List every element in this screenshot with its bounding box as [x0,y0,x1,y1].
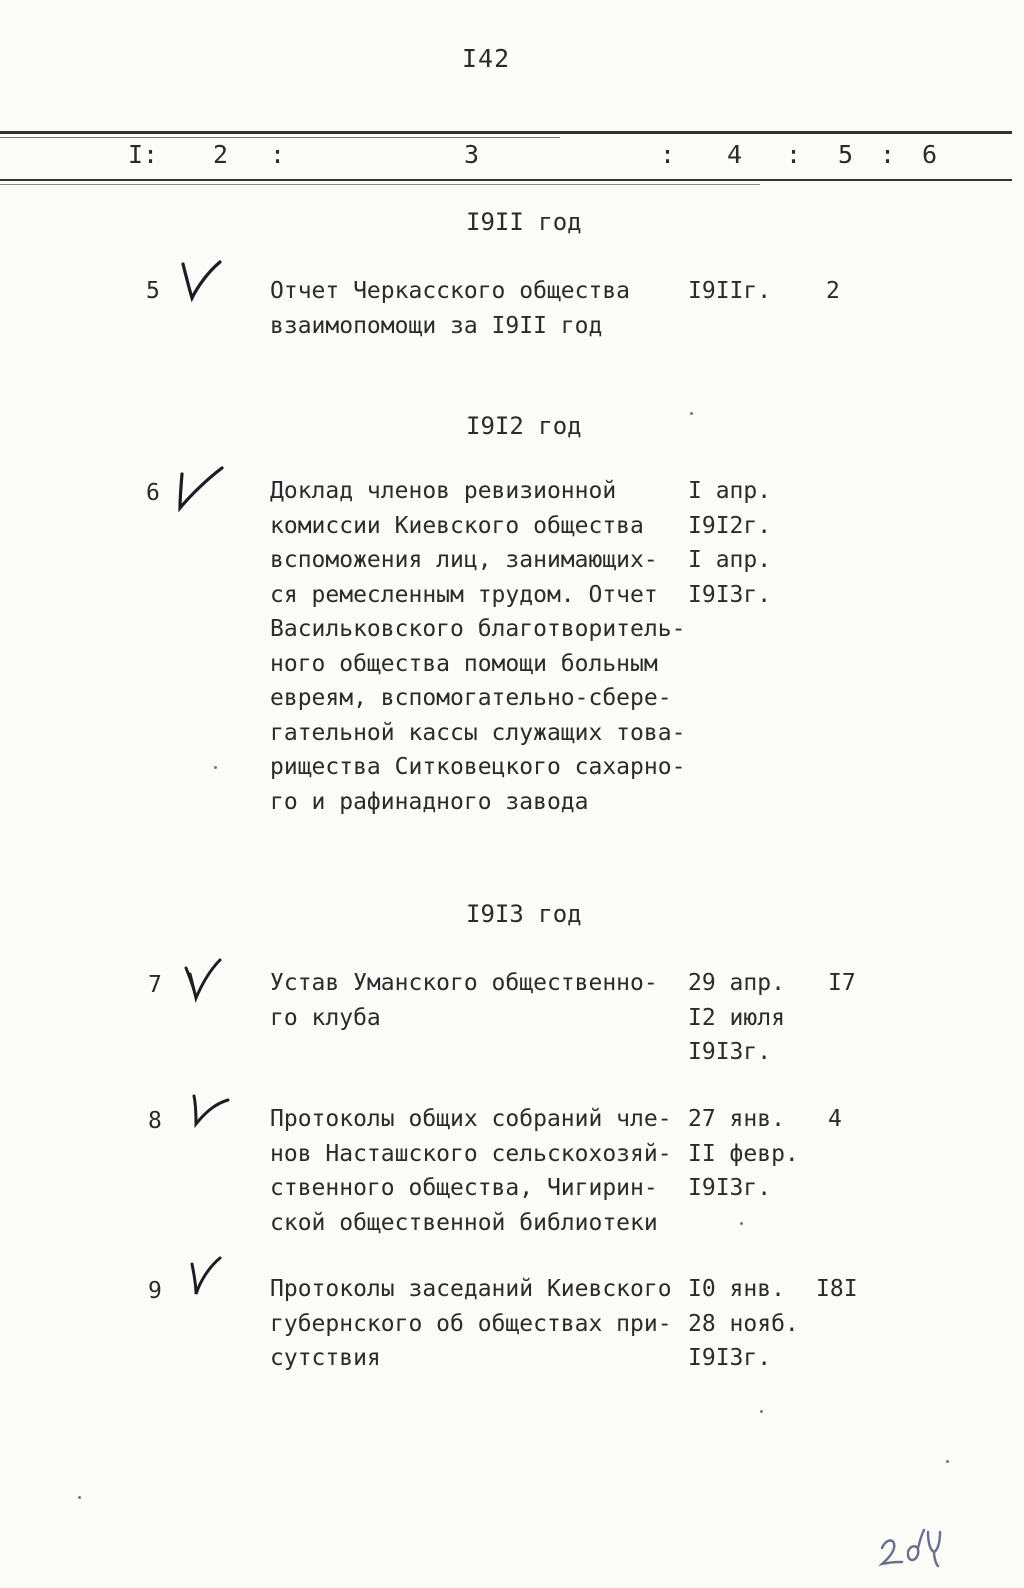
column-separator: : [270,140,286,169]
description-line: Отчет Черкасского общества [270,278,631,304]
date-line: I2 июля [688,1004,785,1031]
description-line: Протоколы заседаний Киевского [270,1276,672,1302]
column-header-3: 3 [464,140,480,169]
date-line: I9I3г. [688,581,772,608]
sheet-count: 2 [826,278,840,304]
entry-number: 7 [148,972,162,998]
date-line: II февр. [688,1140,799,1167]
description-line: рищества Ситковецкого сахарно- [270,754,686,780]
date-line: I0 янв. [688,1276,785,1302]
entry-number: 5 [146,278,160,304]
scan-speck [78,1496,81,1499]
description-line: губернского об обществах при- [270,1310,672,1337]
year-heading: I9II год [466,208,582,236]
sheet-count: I7 [828,970,856,996]
column-header-4: 4 [727,140,743,169]
description-line: Доклад членов ревизионной [270,478,617,504]
check-mark-icon [184,1090,234,1130]
entry-number: 9 [148,1278,162,1304]
description-line: Устав Уманского общественно- [270,970,658,996]
sheet-count: 4 [828,1106,842,1132]
date-line: 28 нояб. [688,1310,799,1337]
description-line: Васильковского благотворитель- [270,616,686,642]
description-line: ственного общества, Чигирин- [270,1175,658,1201]
page-number: I42 [462,44,511,73]
year-heading: I9I2 год [466,412,582,440]
sheet-count: I8I [816,1276,858,1302]
check-mark-icon [184,1254,228,1300]
description-line: ской общественной библиотеки [270,1209,658,1236]
scan-speck [214,766,217,769]
date-line: I9I3г. [688,1345,772,1371]
date-line: I9IIг. [688,278,772,304]
entry-dates [688,1102,799,1206]
date-line: I апр. [688,478,772,504]
description-line: евреям, вспомогательно-сбере- [270,685,672,711]
date-line: 27 янв. [688,1106,785,1132]
entry-number: 8 [148,1108,162,1134]
scan-speck [760,1410,763,1413]
check-mark-icon [178,954,228,1004]
description-line: го клуба [270,1004,381,1031]
date-line: I9I2г. [688,512,772,539]
scan-speck [740,1222,743,1225]
entry-number: 6 [146,480,160,506]
column-separator: : [880,140,896,169]
header-top-rule [0,131,1012,134]
description-line: го и рафинадного завода [270,788,589,815]
entry-dates [688,966,785,1070]
description-line: ся ремесленным трудом. Отчет [270,581,658,608]
description-line: ного общества помощи больным [270,650,658,677]
date-line: I9I3г. [688,1039,772,1065]
column-separator: : [660,140,676,169]
entry-dates [688,474,771,612]
description-line: Протоколы общих собраний чле- [270,1106,672,1132]
entry-description [270,274,630,343]
header-bottom-rule-thin [0,184,760,185]
header-top-rule-thin [0,137,560,138]
column-header-5: 5 [838,140,854,169]
description-line: комиссии Киевского общества [270,512,644,539]
header-bottom-rule [0,179,1012,181]
handwritten-folio-mark [878,1518,948,1570]
date-line: 29 апр. [688,970,785,996]
check-mark-icon [172,462,228,514]
entry-description [270,966,658,1035]
year-heading: I9I3 год [466,900,582,928]
entry-description [270,1272,672,1376]
date-line: I апр. [688,547,772,573]
description-line: взаимопомощи за I9II год [270,312,603,339]
entry-dates [688,1272,799,1376]
column-header-2: 2 [213,140,229,169]
description-line: сутствия [270,1345,381,1371]
scan-speck [946,1460,949,1463]
column-separator: : [786,140,802,169]
entry-description [270,1102,672,1240]
entry-dates [688,274,771,309]
description-line: вспоможения лиц, занимающих- [270,547,658,573]
scan-speck [690,412,693,415]
description-line: нов Насташского сельскохозяй- [270,1140,672,1167]
description-line: гательной кассы служащих това- [270,719,686,746]
entry-description [270,474,685,819]
column-header-6: 6 [922,140,938,169]
date-line: I9I3г. [688,1175,772,1201]
column-header-1: I: [128,140,159,169]
check-mark-icon [176,258,226,304]
